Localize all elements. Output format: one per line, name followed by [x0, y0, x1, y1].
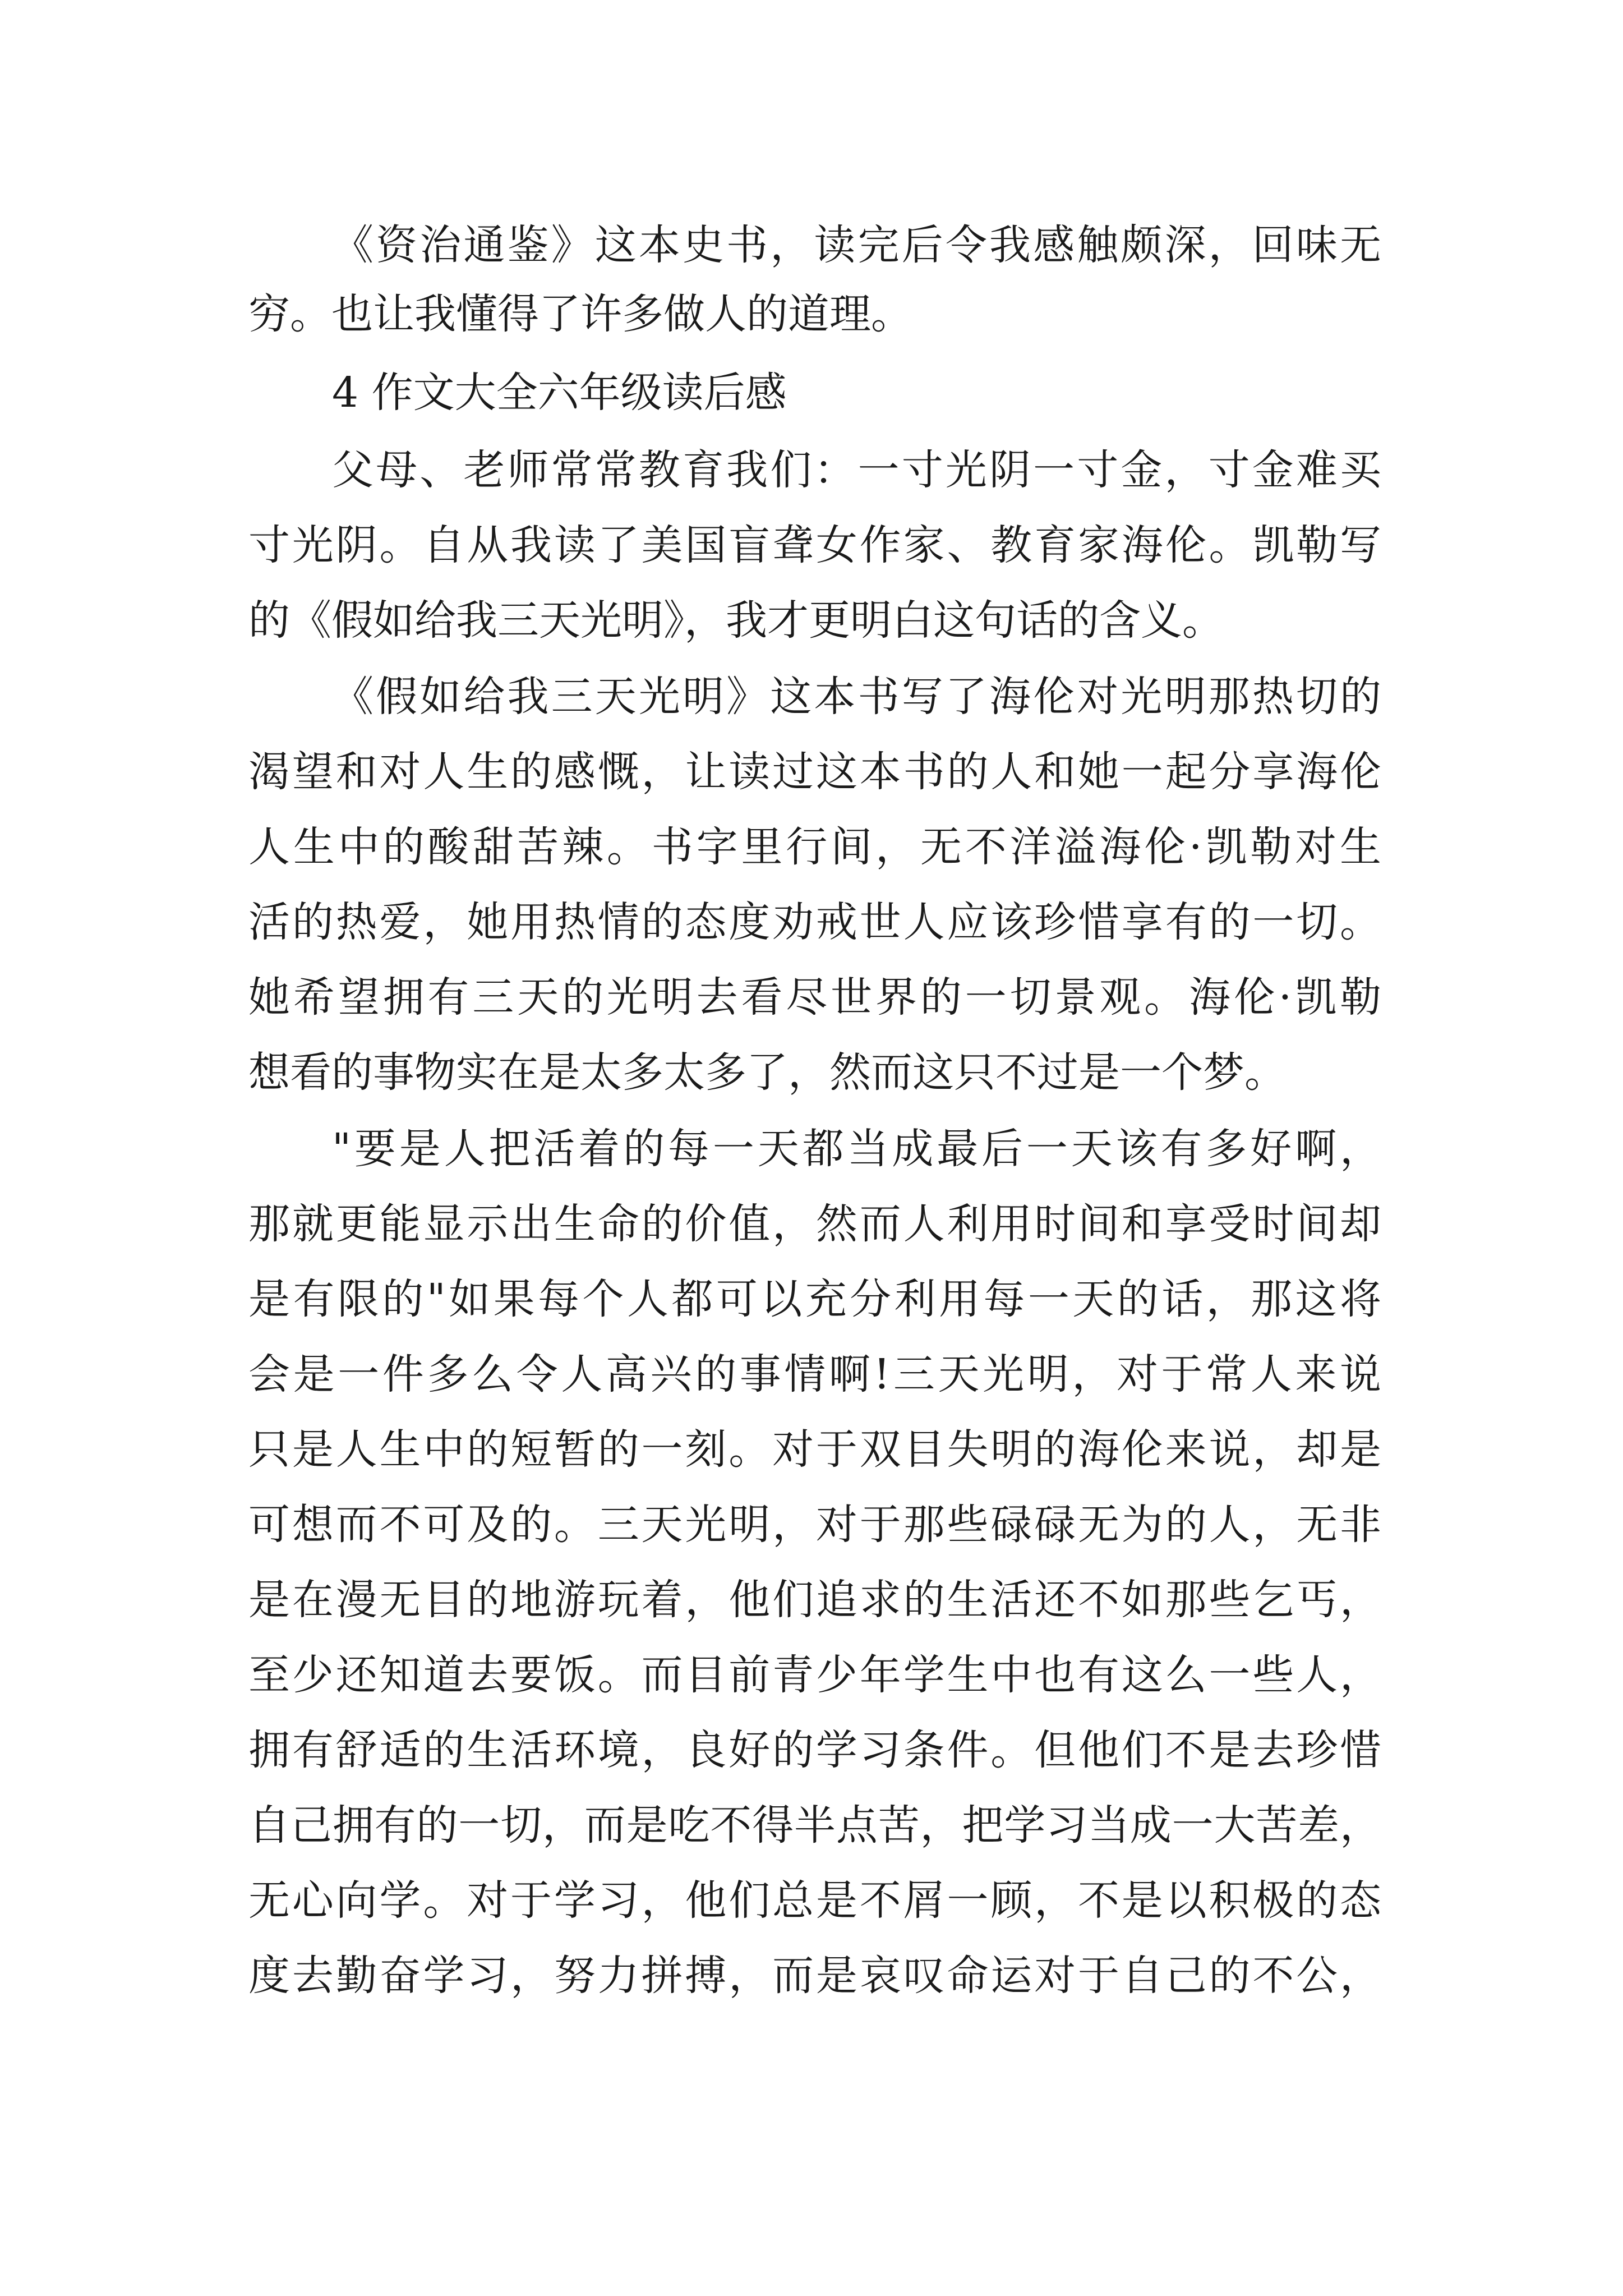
text-line: 是有限的"如果每个人都可以充分利用每一天的话，那这将 — [248, 1275, 1381, 1323]
section-heading: 4 作文大全六年级读后感 — [332, 369, 787, 417]
text-line: 自己拥有的一切，而是吃不得半点苦，把学习当成一大苦差， — [248, 1801, 1381, 1849]
text-line: 会是一件多么令人高兴的事情啊!三天光明，对于常人来说 — [248, 1350, 1381, 1398]
text-line: 人生中的酸甜苦辣。书字里行间，无不洋溢海伦·凯勒对生 — [248, 823, 1381, 871]
text-line: 寸光阴。自从我读了美国盲聋女作家、教育家海伦。凯勒写 — [248, 521, 1381, 569]
text-line: 至少还知道去要饭。而目前青少年学生中也有这么一些人， — [248, 1651, 1381, 1699]
text-line: 《假如给我三天光明》这本书写了海伦对光明那热切的 — [332, 673, 1381, 721]
text-line: 的《假如给我三天光明》，我才更明白这句话的含义。 — [248, 596, 1224, 645]
text-line: 可想而不可及的。三天光明，对于那些碌碌无为的人，无非 — [248, 1501, 1381, 1549]
text-line: 想看的事物实在是太多太多了，然而这只不过是一个梦。 — [248, 1048, 1286, 1097]
text-line: 无心向学。对于学习，他们总是不屑一顾，不是以积极的态 — [248, 1876, 1381, 1925]
text-line: 活的热爱，她用热情的态度劝戒世人应该珍惜享有的一切。 — [248, 898, 1381, 946]
text-line: 她希望拥有三天的光明去看尽世界的一切景观。海伦·凯勒 — [248, 973, 1381, 1022]
text-line: "要是人把活着的每一天都当成最后一天该有多好啊， — [332, 1125, 1381, 1173]
text-line: 拥有舒适的生活环境，良好的学习条件。但他们不是去珍惜 — [248, 1726, 1381, 1774]
text-line: 那就更能显示出生命的价值，然而人利用时间和享受时间却 — [248, 1200, 1381, 1248]
text-line: 只是人生中的短暂的一刻。对于双目失明的海伦来说，却是 — [248, 1425, 1381, 1474]
text-line: 是在漫无目的地游玩着，他们追求的生活还不如那些乞丐， — [248, 1576, 1381, 1624]
text-line: 渴望和对人生的感慨，让读过这本书的人和她一起分享海伦 — [248, 748, 1381, 796]
text-line: 度去勤奋学习，努力拼搏，而是哀叹命运对于自己的不公， — [248, 1952, 1381, 2000]
text-line: 父母、老师常常教育我们：一寸光阴一寸金，寸金难买 — [332, 446, 1381, 494]
text-line: 穷。也让我懂得了许多做人的道理。 — [248, 290, 912, 338]
text-line: 《资治通鉴》这本史书，读完后令我感触颇深，回味无 — [332, 221, 1381, 269]
